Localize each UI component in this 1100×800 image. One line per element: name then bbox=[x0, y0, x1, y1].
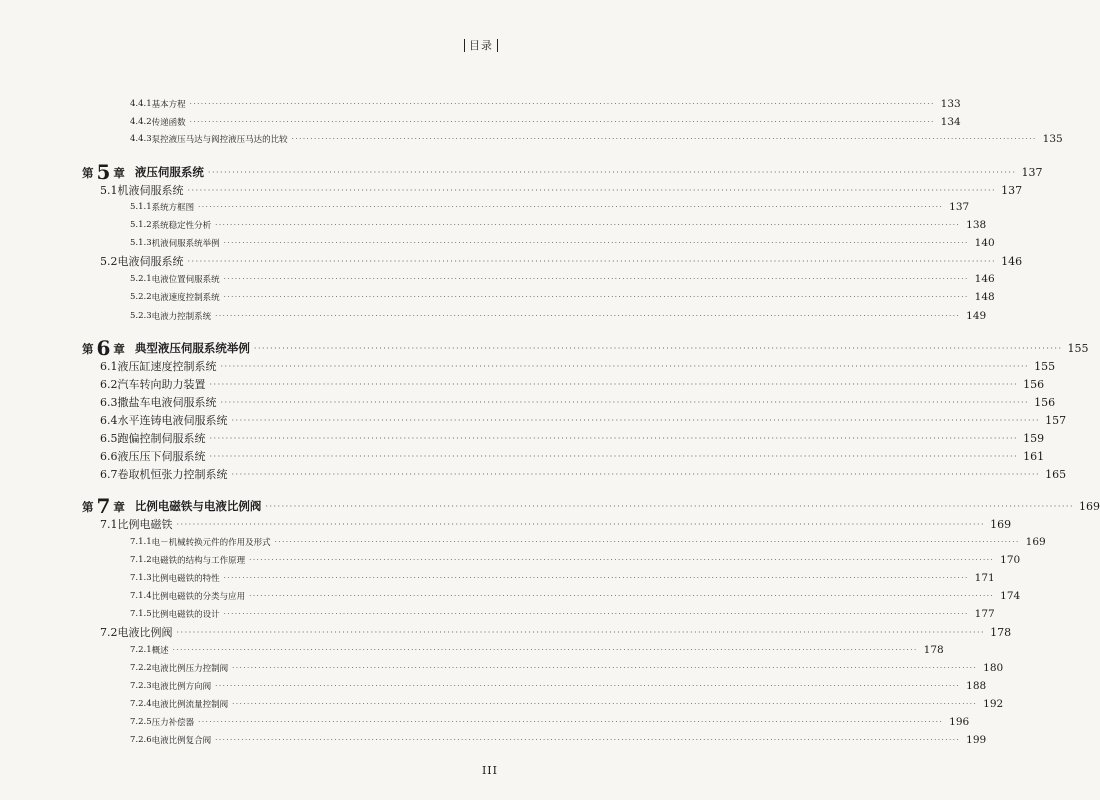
toc-entry-page: 156 bbox=[1034, 395, 1056, 409]
toc-entry-title: 机液伺服系统举例 bbox=[151, 239, 220, 249]
toc-entry-title: 电液比例阀 bbox=[117, 626, 173, 639]
dot-leader: ········································································································································································································ bbox=[223, 293, 969, 301]
toc-entry-line bbox=[100, 448, 1045, 464]
toc-entry[interactable] bbox=[0, 95, 961, 113]
toc-entry[interactable] bbox=[0, 533, 1046, 551]
toc-entry-title: 电液比例流量控制阀 bbox=[151, 700, 229, 710]
toc-entry[interactable] bbox=[0, 551, 1021, 569]
dot-leader: ········································································································································································································ bbox=[220, 361, 1030, 371]
toc-entry-page: 155 bbox=[1034, 359, 1056, 373]
toc-entry-page: 149 bbox=[966, 310, 987, 322]
toc-entry-page: 157 bbox=[1045, 413, 1067, 427]
toc-entry-page: 165 bbox=[1045, 467, 1067, 481]
dot-leader: ········································································································································································································ bbox=[198, 718, 944, 726]
toc-entry[interactable] bbox=[0, 357, 1056, 375]
dot-leader: ········································································································································································································ bbox=[176, 627, 986, 637]
toc-entry-page: 140 bbox=[974, 237, 995, 249]
dot-leader: ········································································································································································································ bbox=[231, 469, 1041, 479]
section-number: 4.4.2 bbox=[130, 117, 152, 127]
section-number: 7.1.2 bbox=[130, 555, 152, 565]
toc-entry-line bbox=[130, 698, 1004, 710]
section-number: 7.2.3 bbox=[130, 681, 152, 691]
toc-entry-page: 159 bbox=[1023, 431, 1045, 445]
toc-entry-page: 169 bbox=[1079, 499, 1100, 513]
dot-leader: ········································································································································································································ bbox=[198, 203, 944, 211]
toc-entry[interactable] bbox=[0, 713, 970, 731]
section-number: 7.1.1 bbox=[130, 537, 152, 547]
toc-entry[interactable] bbox=[0, 393, 1056, 411]
toc-entry[interactable] bbox=[0, 641, 944, 659]
section-number: 4.4.1 bbox=[130, 99, 152, 109]
toc-entry-title: 电液速度控制系统 bbox=[151, 293, 220, 303]
section-number: 7.1.5 bbox=[130, 609, 152, 619]
toc-entry-title: 水平连铸电液伺服系统 bbox=[117, 414, 228, 427]
dot-leader: ········································································································································································································ bbox=[215, 312, 961, 320]
section-number: 6.4 bbox=[100, 413, 118, 427]
toc-entry-title: 比例电磁铁与电液比例阀 bbox=[134, 499, 262, 513]
section-number: 7.2.2 bbox=[130, 663, 152, 673]
toc-entry[interactable] bbox=[0, 336, 1089, 360]
toc-entry-title: 系统方框图 bbox=[151, 203, 195, 213]
toc-entry-page: 192 bbox=[983, 698, 1004, 710]
dot-leader: ········································································································································································································ bbox=[231, 415, 1041, 425]
toc-entry-title: 电液比例复合阀 bbox=[151, 736, 212, 746]
toc-entry-title: 压力补偿器 bbox=[151, 718, 195, 728]
toc-entry-line bbox=[100, 624, 1012, 640]
chapter-prefix: 第 bbox=[82, 166, 94, 180]
section-number: 5.2.2 bbox=[130, 292, 152, 302]
toc-entry-line bbox=[130, 734, 987, 746]
toc-entry[interactable] bbox=[0, 587, 1021, 605]
dot-leader: ········································································································································································································ bbox=[209, 379, 1019, 389]
toc-entry[interactable] bbox=[0, 465, 1067, 483]
dot-leader: ········································································································································································································ bbox=[223, 574, 969, 582]
dot-leader: ········································································································································································································ bbox=[249, 556, 995, 564]
section-number: 5.2.1 bbox=[130, 274, 152, 284]
toc-entry-title: 电液比例方向阀 bbox=[151, 682, 212, 692]
dot-leader: ········································································································································································································ bbox=[223, 275, 969, 283]
dot-leader: ········································································································································································································ bbox=[232, 700, 978, 708]
toc-entry-line bbox=[100, 394, 1056, 410]
toc-entry-title: 泵控液压马达与阀控液压马达的比较 bbox=[151, 135, 288, 145]
dot-leader: ········································································································································································································ bbox=[291, 135, 1037, 143]
toc-entry[interactable] bbox=[0, 113, 961, 131]
section-number: 4.4.3 bbox=[130, 134, 152, 144]
section-number: 7.2.1 bbox=[130, 645, 152, 655]
chapter-prefix: 第 bbox=[82, 500, 94, 514]
toc-entry-title: 撒盐车电液伺服系统 bbox=[117, 396, 217, 409]
toc-entry-page: 137 bbox=[949, 201, 970, 213]
toc-entry-page: 169 bbox=[990, 517, 1012, 531]
dot-leader: ········································································································································································································ bbox=[187, 256, 997, 266]
toc-entry-line bbox=[100, 412, 1067, 428]
toc-entry-page: 155 bbox=[1067, 341, 1089, 355]
chapter-prefix: 第 bbox=[82, 342, 94, 356]
toc-entry[interactable] bbox=[0, 288, 995, 306]
toc-entry[interactable] bbox=[0, 411, 1067, 429]
dot-leader: ········································································································································································································ bbox=[207, 167, 1017, 177]
dot-leader: ········································································································································································································ bbox=[215, 221, 961, 229]
header-label: 目录 bbox=[469, 39, 493, 52]
toc-entry-page: 188 bbox=[966, 680, 987, 692]
toc-entry-line bbox=[130, 237, 995, 249]
toc-entry-title: 机液伺服系统 bbox=[117, 184, 184, 197]
toc-entry-line bbox=[100, 466, 1067, 482]
toc-entry[interactable] bbox=[0, 375, 1045, 393]
toc-entry[interactable] bbox=[0, 569, 995, 587]
section-number: 6.1 bbox=[100, 359, 118, 373]
toc-entry-title: 传递函数 bbox=[151, 118, 186, 128]
toc-entry-page: 169 bbox=[1025, 536, 1046, 548]
toc-entry-title: 概述 bbox=[151, 646, 169, 656]
toc-entry-line bbox=[130, 98, 961, 110]
chapter-suffix: 章 bbox=[113, 166, 125, 180]
toc-entry-line bbox=[130, 291, 995, 303]
dot-leader: ········································································································································································································ bbox=[209, 433, 1019, 443]
toc-entry-line bbox=[130, 310, 987, 322]
toc-entry-title: 电液位置伺服系统 bbox=[151, 275, 220, 285]
section-number: 5.1.2 bbox=[130, 220, 152, 230]
toc-entry-line bbox=[130, 116, 961, 128]
toc-entry[interactable] bbox=[0, 623, 1012, 641]
toc-entry-title: 电液伺服系统 bbox=[117, 255, 184, 268]
toc-entry[interactable] bbox=[0, 198, 970, 216]
toc-entry-title: 电磁铁的结构与工作原理 bbox=[151, 556, 246, 566]
toc-entry[interactable] bbox=[0, 605, 995, 623]
toc-entry-page: 156 bbox=[1023, 377, 1045, 391]
toc-entry[interactable] bbox=[0, 270, 995, 288]
dot-leader: ········································································································································································································ bbox=[187, 185, 997, 195]
dot-leader: ········································································································································································································ bbox=[220, 397, 1030, 407]
toc-entry-page: 137 bbox=[1001, 183, 1023, 197]
toc-entry-title: 系统稳定性分析 bbox=[151, 221, 212, 231]
section-number: 5.1 bbox=[100, 183, 118, 197]
dot-leader: ········································································································································································································ bbox=[189, 118, 935, 126]
section-number: 6.3 bbox=[100, 395, 118, 409]
chapter-digit: 6 bbox=[96, 336, 111, 360]
section-number: 7.1 bbox=[100, 517, 118, 531]
section-number: 5.1.1 bbox=[130, 202, 152, 212]
dot-leader: ········································································································································································································ bbox=[215, 736, 961, 744]
section-number: 7.1.3 bbox=[130, 573, 152, 583]
toc-entry-title: 液压压下伺服系统 bbox=[117, 450, 206, 463]
toc-entry-page: 170 bbox=[1000, 554, 1021, 566]
toc-entry-line bbox=[100, 516, 1012, 532]
toc-entry-title: 比例电磁铁的分类与应用 bbox=[151, 592, 246, 602]
toc-entry-title: 液压伺服系统 bbox=[134, 165, 204, 179]
toc-entry-page: 146 bbox=[974, 273, 995, 285]
toc-entry[interactable] bbox=[0, 160, 1043, 184]
toc-entry-page: 134 bbox=[940, 116, 961, 128]
dot-leader: ········································································································································································································ bbox=[253, 343, 1063, 353]
toc-entry-page: 133 bbox=[940, 98, 961, 110]
toc-entry[interactable] bbox=[0, 234, 995, 252]
toc-entry-line bbox=[130, 590, 1021, 602]
section-number: 7.2.5 bbox=[130, 717, 152, 727]
toc-entry-line bbox=[130, 219, 987, 231]
dot-leader: ········································································································································································································ bbox=[176, 519, 986, 529]
section-number: 6.6 bbox=[100, 449, 118, 463]
toc-entry[interactable] bbox=[0, 695, 1004, 713]
toc-entry[interactable] bbox=[0, 659, 1004, 677]
toc-entry-title: 电液力控制系统 bbox=[151, 312, 212, 322]
toc-entry-line bbox=[100, 358, 1056, 374]
dot-leader: ········································································································································································································ bbox=[223, 610, 969, 618]
toc-entry-line bbox=[100, 376, 1045, 392]
dot-leader: ········································································································································································································ bbox=[232, 664, 978, 672]
toc-entry[interactable] bbox=[0, 252, 1023, 270]
chapter-digit: 7 bbox=[96, 494, 111, 518]
toc-entry-page: 161 bbox=[1023, 449, 1045, 463]
toc-entry-page: 137 bbox=[1021, 165, 1043, 179]
toc-entry-title: 汽车转向助力装置 bbox=[117, 378, 206, 391]
section-number: 6.5 bbox=[100, 431, 118, 445]
dot-leader: ········································································································································································································ bbox=[249, 592, 995, 600]
toc-entry-page: 174 bbox=[1000, 590, 1021, 602]
toc-entry-page: 146 bbox=[1001, 254, 1023, 268]
section-number: 7.1.4 bbox=[130, 591, 152, 601]
toc-entry-line bbox=[100, 253, 1023, 269]
dot-leader: ········································································································································································································ bbox=[274, 538, 1020, 546]
section-number: 7.2 bbox=[100, 625, 118, 639]
toc-entry-title: 比例电磁铁 bbox=[117, 518, 173, 531]
toc-entry-title: 卷取机恒张力控制系统 bbox=[117, 468, 228, 481]
section-number: 5.2.3 bbox=[130, 311, 152, 321]
toc-entry-title: 电液比例压力控制阀 bbox=[151, 664, 229, 674]
toc-entry[interactable] bbox=[0, 515, 1012, 533]
toc-entry-page: 178 bbox=[923, 644, 944, 656]
toc-entry-title: 比例电磁铁的特性 bbox=[151, 574, 220, 584]
chapter-suffix: 章 bbox=[113, 500, 125, 514]
toc-entry[interactable] bbox=[0, 677, 987, 695]
toc-entry-line bbox=[130, 273, 995, 285]
toc-entry-line bbox=[130, 572, 995, 584]
toc-entry[interactable] bbox=[0, 429, 1045, 447]
dot-leader: ········································································································································································································ bbox=[215, 682, 961, 690]
toc-entry-title: 跑偏控制伺服系统 bbox=[117, 432, 206, 445]
toc-entry-line bbox=[130, 536, 1046, 548]
toc-entry-page: 178 bbox=[990, 625, 1012, 639]
toc-entry-page: 180 bbox=[983, 662, 1004, 674]
chapter-digit: 5 bbox=[96, 160, 111, 184]
toc-entry-line bbox=[100, 182, 1023, 198]
toc-entry-line bbox=[100, 430, 1045, 446]
toc-entry-line bbox=[130, 608, 995, 620]
toc-entry-title: 液压缸速度控制系统 bbox=[117, 360, 217, 373]
dot-leader: ········································································································································································································ bbox=[172, 646, 918, 654]
toc-entry[interactable] bbox=[0, 130, 1063, 148]
dot-leader: ········································································································································································································ bbox=[189, 100, 935, 108]
toc-entry-title: 比例电磁铁的设计 bbox=[151, 610, 220, 620]
toc-entry-line bbox=[130, 680, 987, 692]
toc-entry-page: 135 bbox=[1042, 133, 1063, 145]
section-number: 7.2.6 bbox=[130, 735, 152, 745]
toc-entry-page: 199 bbox=[966, 734, 987, 746]
toc-entry-page: 196 bbox=[949, 716, 970, 728]
section-number: 7.2.4 bbox=[130, 699, 152, 709]
dot-leader: ········································································································································································································ bbox=[209, 451, 1019, 461]
toc-entry-page: 177 bbox=[974, 608, 995, 620]
section-number: 6.2 bbox=[100, 377, 118, 391]
toc-entry-page: 148 bbox=[974, 291, 995, 303]
section-number: 5.2 bbox=[100, 254, 118, 268]
dot-leader: ········································································································································································································ bbox=[223, 239, 969, 247]
toc-entry-title: 典型液压伺服系统举例 bbox=[134, 341, 250, 355]
toc-entry[interactable] bbox=[0, 181, 1023, 199]
toc-entry-line bbox=[130, 133, 1063, 145]
toc-entry-page: 138 bbox=[966, 219, 987, 231]
toc-entry-line bbox=[130, 716, 970, 728]
toc-entry[interactable] bbox=[0, 731, 987, 749]
toc-entry-line bbox=[130, 554, 1021, 566]
toc-entry-title: 电－机械转换元件的作用及形式 bbox=[151, 538, 271, 548]
toc-entry-page: 171 bbox=[974, 572, 995, 584]
toc-entry-line bbox=[130, 644, 944, 656]
toc-entry-title: 基本方程 bbox=[151, 100, 186, 110]
toc-entry-line bbox=[130, 662, 1004, 674]
chapter-suffix: 章 bbox=[113, 342, 125, 356]
dot-leader: ········································································································································································································ bbox=[265, 501, 1075, 511]
toc-entry[interactable] bbox=[0, 216, 987, 234]
toc-entry[interactable] bbox=[0, 494, 1100, 518]
page-number: III bbox=[481, 764, 498, 777]
toc-entry-line bbox=[130, 201, 970, 213]
section-number: 6.7 bbox=[100, 467, 118, 481]
toc-entry[interactable] bbox=[0, 307, 987, 325]
section-number: 5.1.3 bbox=[130, 238, 152, 248]
toc-entry[interactable] bbox=[0, 447, 1045, 465]
